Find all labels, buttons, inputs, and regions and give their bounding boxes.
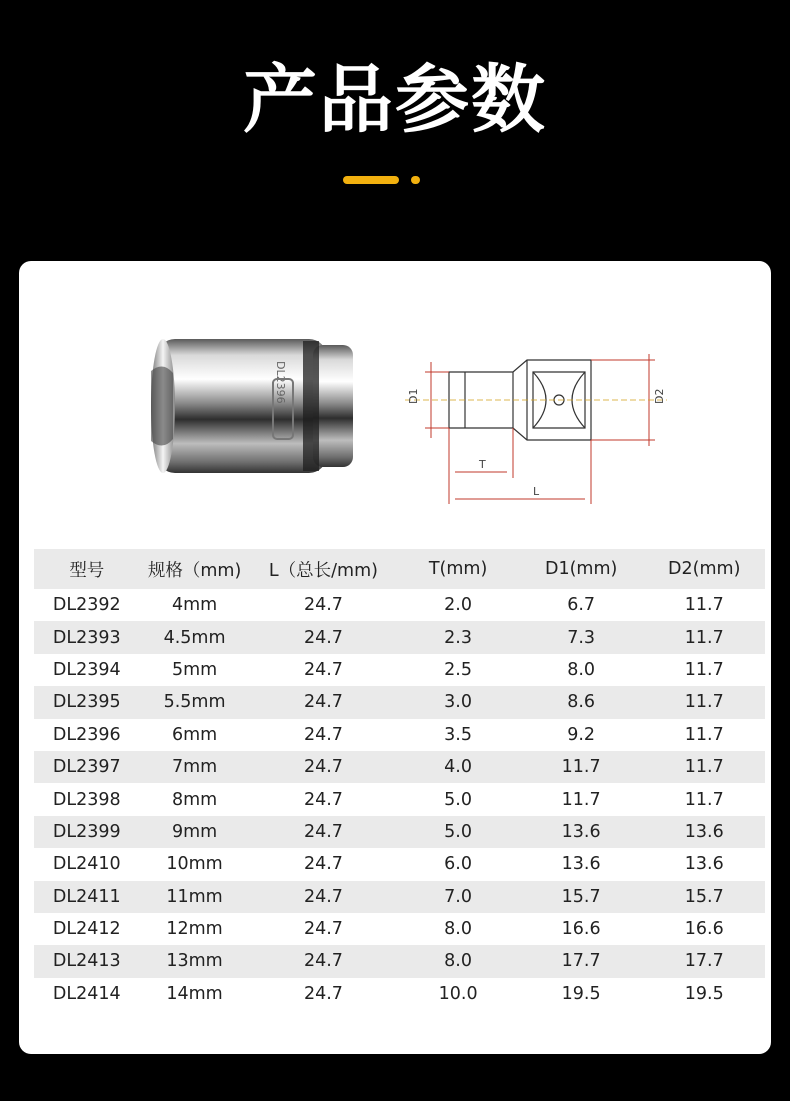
cell-size: 12mm	[166, 919, 223, 940]
table-row	[34, 719, 765, 751]
cell-d1: 7.3	[567, 627, 596, 648]
cell-d2: 11.7	[684, 724, 724, 745]
cell-length: 24.7	[303, 659, 343, 680]
cell-d2: 11.7	[684, 757, 724, 778]
table-row	[34, 621, 765, 653]
cell-size: 13mm	[166, 951, 223, 972]
cell-d2: 16.6	[684, 919, 724, 940]
t-label: T	[479, 458, 486, 471]
cell-model: DL2395	[52, 692, 121, 713]
cell-size: 7mm	[171, 757, 218, 778]
cell-d2: 17.7	[684, 951, 724, 972]
cell-d2: 15.7	[684, 886, 724, 907]
cell-model: DL2396	[52, 724, 121, 745]
cell-d1: 16.6	[561, 919, 601, 940]
cell-size: 4mm	[171, 595, 218, 616]
cell-length: 24.7	[303, 951, 343, 972]
table-row	[34, 751, 765, 783]
cell-length: 24.7	[303, 627, 343, 648]
d1-label: D1	[407, 388, 420, 404]
cell-model: DL2410	[52, 854, 121, 875]
cell-length: 24.7	[303, 789, 343, 810]
header-model: 型号	[69, 560, 105, 581]
spec-table	[34, 549, 765, 1010]
cell-model: DL2392	[52, 595, 121, 616]
cell-d1: 9.2	[567, 724, 596, 745]
accent-dash	[343, 176, 399, 184]
cell-d2: 11.7	[684, 789, 724, 810]
cell-t: 7.0	[444, 886, 473, 907]
cell-length: 24.7	[303, 692, 343, 713]
page-title: 产品参数	[243, 57, 547, 143]
cell-length: 24.7	[303, 919, 343, 940]
accent-dot	[411, 176, 420, 184]
cell-d1: 13.6	[561, 821, 601, 842]
header-d1: D1(mm)	[544, 559, 618, 579]
d2-label: D2	[653, 388, 666, 404]
cell-d2: 19.5	[684, 983, 724, 1004]
cell-model: DL2398	[52, 789, 121, 810]
table-row	[34, 848, 765, 880]
cell-d2: 11.7	[684, 692, 724, 713]
table-row	[34, 816, 765, 848]
table-row	[34, 978, 765, 1010]
cell-length: 24.7	[303, 595, 343, 616]
table-header-row	[34, 549, 765, 589]
l-label: L	[533, 485, 540, 498]
cell-model: DL2397	[52, 757, 121, 778]
cell-size: 11mm	[166, 886, 223, 907]
cell-t: 3.5	[444, 724, 473, 745]
table-row	[34, 945, 765, 977]
table-row	[34, 654, 765, 686]
cell-length: 24.7	[303, 757, 343, 778]
cell-size: 14mm	[166, 983, 223, 1004]
cell-model: DL2412	[52, 919, 121, 940]
table-row	[34, 913, 765, 945]
cell-d2: 11.7	[684, 627, 724, 648]
cell-model: DL2411	[52, 886, 121, 907]
cell-t: 4.0	[444, 757, 473, 778]
cell-d1: 17.7	[561, 951, 601, 972]
cell-size: 6mm	[171, 724, 218, 745]
cell-d1: 11.7	[561, 757, 601, 778]
cell-length: 24.7	[303, 983, 343, 1004]
cell-d1: 11.7	[561, 789, 601, 810]
cell-size: 4.5mm	[163, 627, 226, 648]
table-row	[34, 881, 765, 913]
cell-length: 24.7	[303, 724, 343, 745]
svg-text:DL2396: DL2396	[274, 361, 287, 404]
socket-photo	[137, 321, 357, 481]
cell-t: 3.0	[444, 692, 473, 713]
table-row	[34, 783, 765, 815]
cell-t: 5.0	[444, 789, 473, 810]
cell-size: 9mm	[171, 821, 218, 842]
spec-card	[19, 261, 771, 1054]
cell-d2: 11.7	[684, 595, 724, 616]
cell-d2: 13.6	[684, 821, 724, 842]
cell-t: 2.0	[444, 595, 473, 616]
cell-model: DL2394	[52, 659, 121, 680]
header-size: 规格（mm)	[147, 560, 242, 581]
header-d2: D2(mm)	[668, 559, 741, 579]
cell-t: 8.0	[444, 951, 473, 972]
cell-length: 24.7	[303, 854, 343, 875]
cell-model: DL2393	[52, 627, 121, 648]
cell-t: 10.0	[438, 983, 478, 1004]
cell-model: DL2414	[52, 983, 121, 1004]
cell-d2: 13.6	[684, 854, 724, 875]
cell-d1: 15.7	[561, 886, 601, 907]
cell-t: 5.0	[444, 821, 473, 842]
cell-size: 5mm	[171, 659, 218, 680]
cell-d1: 19.5	[561, 983, 601, 1004]
cell-t: 8.0	[444, 919, 473, 940]
cell-d1: 13.6	[561, 854, 601, 875]
cell-size: 5.5mm	[163, 692, 226, 713]
cell-d2: 11.7	[684, 659, 724, 680]
header-length: L（总长/mm)	[268, 560, 378, 581]
cell-t: 2.5	[444, 659, 473, 680]
cell-size: 10mm	[166, 854, 223, 875]
cell-length: 24.7	[303, 886, 343, 907]
table-row	[34, 686, 765, 718]
header-t: T(mm)	[428, 559, 488, 579]
table-row	[34, 589, 765, 621]
cell-d1: 8.6	[567, 692, 596, 713]
cell-t: 2.3	[444, 627, 473, 648]
cell-d1: 8.0	[567, 659, 596, 680]
cell-size: 8mm	[171, 789, 218, 810]
cell-length: 24.7	[303, 821, 343, 842]
cell-model: DL2399	[52, 821, 121, 842]
cell-t: 6.0	[444, 854, 473, 875]
cell-d1: 6.7	[567, 595, 596, 616]
dimension-drawing	[405, 342, 667, 512]
cell-model: DL2413	[52, 951, 121, 972]
